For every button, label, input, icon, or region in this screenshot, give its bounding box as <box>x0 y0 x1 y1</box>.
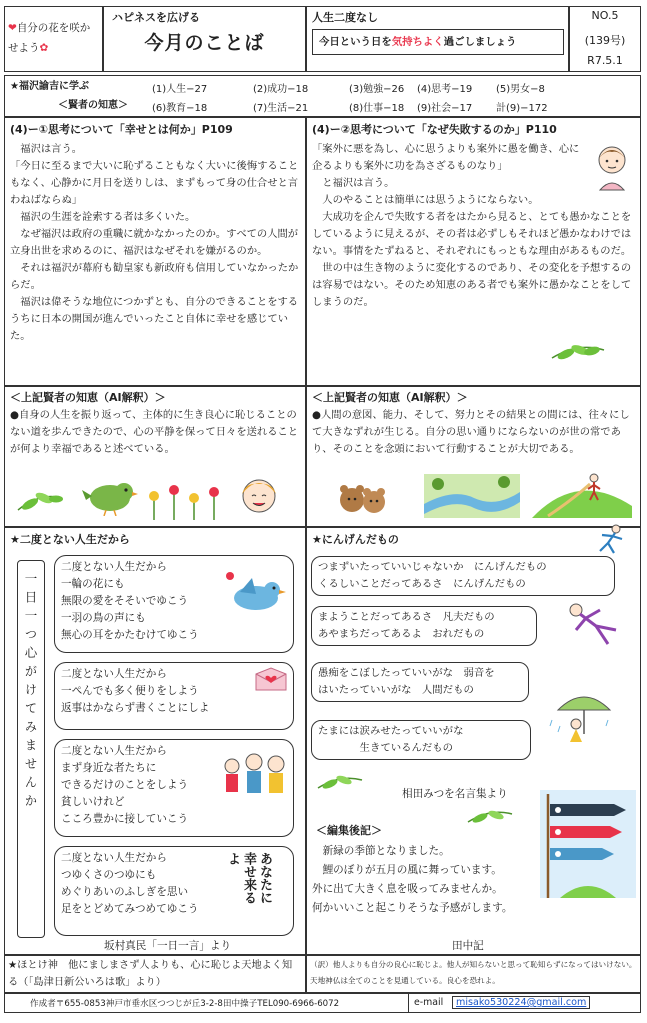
poem-credit: 坂村真民「一日一言」より <box>104 940 232 952</box>
poem-line: つゆくさのつゆにも <box>61 869 157 881</box>
index-item: (2)成功−18 <box>253 84 309 95</box>
email-link[interactable]: misako530224@gmail.com <box>452 996 590 1009</box>
quote-line: 生きているんだもの <box>318 742 454 754</box>
flowers-illustration <box>144 480 226 520</box>
editor-note <box>312 842 542 918</box>
note-line: 鯉のぼりが五月の風に舞っています。 <box>312 864 502 876</box>
poem-line: できるだけのことをしよう <box>61 779 189 791</box>
right-section-2-heading: ＜上記賢者の知恵（AI解釈）＞ <box>312 391 468 404</box>
bluebird-illustration <box>222 568 288 618</box>
paragraph: 「案外に悪を為し、心に思うよりも案外に愚を働き、心に企るよりも案外に功を為さざるものなり」 <box>312 143 580 172</box>
poem-line: 返事はかならず書くことにしよ <box>61 702 210 714</box>
index-item: (1)人生−27 <box>152 84 208 95</box>
quote-line: まようことだってあるさ 凡夫だもの <box>318 611 495 623</box>
poem-line: 足をとどめてみつめてゆこう <box>61 903 199 915</box>
leaf-illustration <box>548 338 608 368</box>
index-item: 計(9)−172 <box>496 103 548 114</box>
paragraph: 福沢の生涯を詮索する者は多くいた。 <box>10 211 196 223</box>
quote-pill <box>311 606 537 646</box>
issue-total: (139号) <box>584 34 626 47</box>
issue-date: R7.5.1 <box>587 54 623 67</box>
index-item: (6)教育−18 <box>152 103 208 114</box>
umbrella-girl-illustration <box>548 690 616 746</box>
index-item: (4)思考−19 <box>417 84 473 95</box>
index-subtitle: ＜賢者の知恵＞ <box>58 100 128 111</box>
paragraph: と福沢は言う。 <box>312 177 395 189</box>
editor-note-heading: ＜編集後記＞ <box>316 824 382 837</box>
envelope-heart-icon <box>254 666 288 692</box>
footer-left-text: ★ほとけ神 他にましまさず人よりも、心に恥じよ天地よく知る（「島津日新公いろは歌」より） <box>8 960 293 988</box>
poem-line: 一輪の花にも <box>61 578 125 590</box>
index-item: (3)勉強−26 <box>349 84 405 95</box>
poem-line: 貧しいけれど <box>61 796 125 808</box>
index-title: ★福沢諭吉に学ぶ <box>10 81 89 92</box>
email-label: e-mail <box>414 997 444 1008</box>
paragraph: それは福沢が幕府も勧皇家も新政府も信用していなかったからだ。 <box>10 262 299 291</box>
quote-credit: 相田みつを名言集より <box>402 788 508 800</box>
poem-line: こころ豊かに接していこう <box>61 813 189 825</box>
slogan-text: 自分の花を咲かせよう <box>8 22 91 54</box>
left-section-3-heading: ★二度とない人生だから <box>10 533 130 546</box>
poem-line: まず身近な者たちに <box>61 762 157 774</box>
bird-illustration <box>82 476 138 516</box>
left-section-2-text: ●自身の人生を振り返って、主体的に生き良心に恥じることのない道を歩んできたので、心の平静を保って日々を送れることが何より幸福であると述べている。 <box>10 409 299 455</box>
river-illustration <box>424 474 520 518</box>
paragraph: 世の中は生き物のように変化するのであり、その変化を予想するのは容易ではない。そのため知恵のある者でも案外に愚かなことをしてしまうのだ。 <box>312 262 632 308</box>
header-top-title: ハピネスを広げる <box>112 11 200 24</box>
bears-illustration <box>334 478 392 516</box>
motto-box <box>312 29 564 55</box>
quote-line: 愚痴をこぼしたっていいがな 弱音を <box>318 667 495 679</box>
hiker-on-hill-illustration <box>532 470 632 518</box>
koinobori-illustration <box>540 790 636 898</box>
motto-label: 人生二度なし <box>312 11 378 24</box>
poem-line: 二度とない人生だから <box>61 852 167 864</box>
vertical-banner-text: 一日一つ心がけてみませんか <box>23 572 38 813</box>
paragraph: 大成功を企んで失敗する者をはたから見ると、とても愚かなことをしているように見えるが、その者は必ずしもそれほど愚かなわけではない。事情をたずねると、それぞれにもっともな理由があるものだ。 <box>312 211 632 257</box>
poem-line: 無心の耳をかたむけてゆこう <box>61 629 199 641</box>
poem-line: 一ぺんでも多く便りをしよう <box>61 685 199 697</box>
quote-line: あやまちだってあるよ おれだもの <box>318 628 485 640</box>
issue-number: NO.5 <box>591 9 619 22</box>
leaf-illustration <box>466 806 514 830</box>
paragraph: 「今日に至るまで大いに恥ずることもなく大いに後悔することもなく、心静かに月日を送りしは、まずもって身の仕合せと言わねばならぬ」 <box>10 160 299 206</box>
index-item: (9)社会−17 <box>417 103 473 114</box>
email-divider <box>408 993 409 1013</box>
right-section-1-heading: (4)ー②思考について「なぜ失敗するのか」P110 <box>312 123 557 136</box>
quote-line: くるしいことだってあるさ にんげんだもの <box>318 578 526 590</box>
left-section-2-heading: ＜上記賢者の知恵（AI解釈）＞ <box>10 391 166 404</box>
heart-icon: ❤ <box>8 22 17 34</box>
smiling-child-illustration <box>234 472 284 520</box>
flower-icon: ✿ <box>39 42 49 54</box>
paragraph: なぜ福沢は政府の重職に就かなかったのか。すべての人間が立身出世を求めるのに、福沢はなぜそれを嫌がるのか。 <box>10 228 299 257</box>
left-section-1-body <box>10 141 300 345</box>
right-section-1-body <box>312 141 634 311</box>
quote-pill <box>311 720 531 760</box>
quote-line: はいたっていいがな 人間だもの <box>318 684 474 696</box>
left-section-1-heading: (4)ー①思考について「幸せとは何か」P109 <box>10 123 233 136</box>
note-line: 外に出て大きく息を吸ってみませんか。 <box>312 883 503 895</box>
quote-pill <box>311 556 615 596</box>
quote-pill <box>311 662 529 702</box>
poem-line: 二度とない人生だから <box>61 745 167 757</box>
right-section-3-heading: ★にんげんだもの <box>312 533 399 546</box>
page-title: 今月のことば <box>144 32 265 54</box>
poem-line: 無限の愛をそそいでゆこう <box>61 595 189 607</box>
slogan <box>8 18 100 58</box>
index-item: (8)仕事−18 <box>349 103 405 114</box>
paragraph: 人のやることは簡単には思うようにならない。 <box>312 194 539 206</box>
author-info: 作成者〒655-0853神戸市垂水区つつじが丘3-2-8田中操子TEL090-6966-6072 <box>30 999 340 1009</box>
note-line: 新緑の季節となりました。 <box>312 845 450 857</box>
runner-illustration <box>590 523 630 557</box>
paragraph: 福沢は言う。 <box>10 143 83 155</box>
right-section-2-text: ●人間の意図、能力、そして、努力とその結果との間には、往々にして大きなずれが生じる。自分の思い通りにならないのが世の常であり、そのことを念頭において行動することが大切である。 <box>312 409 630 455</box>
signature: 田中記 <box>452 940 484 952</box>
stumbling-man-illustration <box>556 600 626 648</box>
calligraphy: あなたに幸せ来るよ <box>225 852 272 904</box>
quote-line: つまずいたっていいじゃないか にんげんだもの <box>318 561 547 573</box>
poem-line: 一羽の鳥の声にも <box>61 612 146 624</box>
motto-after: 過ごしましょう <box>443 36 517 48</box>
index-item: (7)生活−21 <box>253 103 309 114</box>
leaf-illustration <box>14 484 66 518</box>
motto-before: 今日という日を <box>319 36 392 48</box>
family-illustration <box>218 748 290 800</box>
poem-line: 二度とない人生だから <box>61 561 167 573</box>
poem-line: 二度とない人生だから <box>61 668 167 680</box>
thinking-woman-illustration <box>588 140 636 192</box>
paragraph: 福沢は偉そうな地位につかずとも、自分のできることをするうちに日本の開国が進んでいったこと自体に幸せを感じていた。 <box>10 296 299 342</box>
quote-line: たまには涙みせたっていいがな <box>318 725 464 737</box>
index-item: (5)男女−8 <box>496 84 545 95</box>
leaf-illustration <box>316 772 364 796</box>
footer-right-text: （訳）他人よりも自分の良心に恥じよ。他人が知らないと思って恥知らずになってはいけない。天地神仏は全てのことを見通している。良心を恐れよ。 <box>310 960 637 985</box>
motto-emphasis: 気持ちよく <box>391 36 444 48</box>
note-line: 何かいいこと起こりそうな予感がします。 <box>312 902 513 914</box>
poem-line: めぐりあいのふしぎを思い <box>61 886 189 898</box>
